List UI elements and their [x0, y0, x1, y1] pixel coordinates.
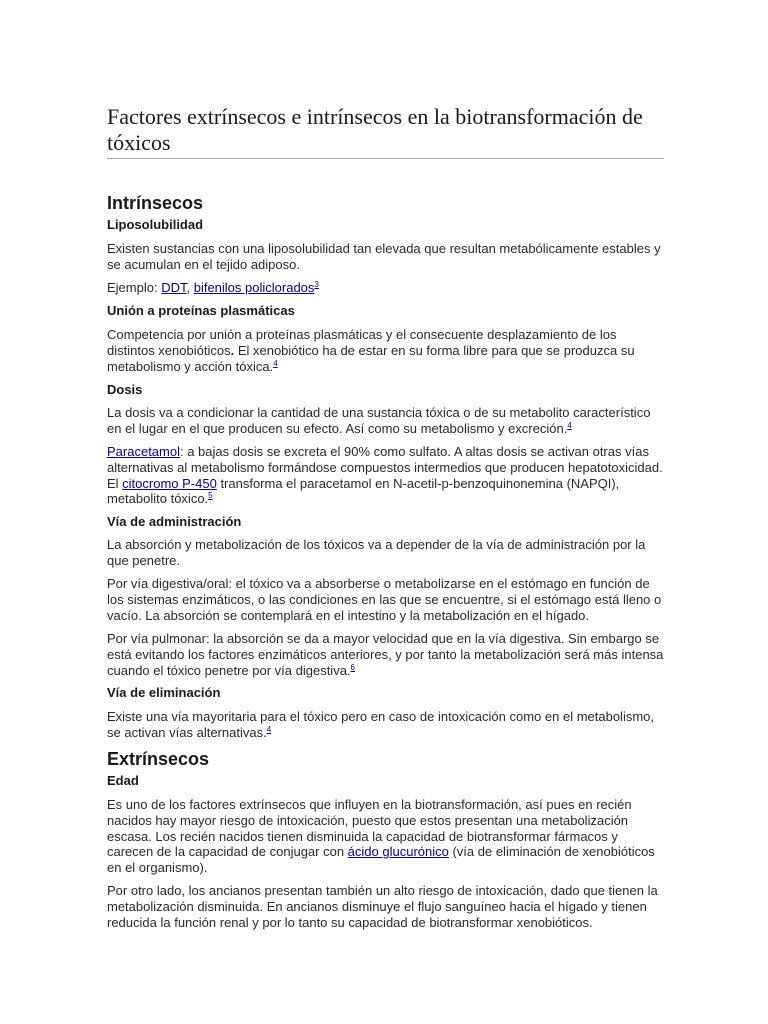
via-pulmonar-text: Por vía pulmonar: la absorción se da a mayor velocidad que en la vía digestiva. Sin embargo se está evitando los factores enzimáticos anteriores, y por tanto la metabolización será más intensa cuando el tóxico penetre por vía digestiva.	[107, 631, 664, 678]
paragraph-via-administracion: La absorción y metabolización de los tóxicos va a depender de la vía de administración por la que penetre.	[107, 537, 646, 568]
link-acido-glucuronico[interactable]: ácido glucurónico	[347, 844, 449, 860]
example-prefix: Ejemplo:	[107, 280, 162, 295]
reference-marker[interactable]: 4	[273, 358, 278, 368]
paracetamol-text-b: transforma el paracetamol en N-acetil-p-benzoquinonemina (NAPQI), metabolito tóxico.	[107, 475, 620, 507]
reference-marker[interactable]: 4	[266, 724, 272, 734]
subheading-edad: Edad	[107, 773, 139, 788]
reference-marker[interactable]: 4	[567, 420, 572, 430]
section-heading-extrinsecos: Extrínsecos	[107, 749, 210, 769]
subheading-via-administracion: Vía de administración	[107, 514, 242, 529]
page-title: Factores extrínsecos e intrínsecos en la biotransformación de tóxicos	[107, 104, 664, 159]
paragraph-via-pulmonar	[107, 631, 664, 678]
paragraph-ancianos: Por otro lado, los ancianos presentan también un alto riesgo de intoxicación, dado que tienen la metabolización disminuida. En ancianos disminuye el flujo sanguíneo hacia el hígado y tienen reducida la función renal y por lo tanto su capacidad de biotransformar xenobióticos.	[107, 883, 658, 930]
edad-text-a: Es uno de los factores extrínsecos que influyen en la biotransformación, así pues en recién nacidos hay mayor riesgo de intoxicación, puesto que estos presentan una metabolización escasa. Los recién nacidos tienen disminuida la capacidad de biotransformar fármacos y carecen de la capacidad de conjugar con	[107, 797, 632, 860]
paragraph-via-digestiva: Por vía digestiva/oral: el tóxico va a absorberse o metabolizarse en el estómago en función de los sistemas enzimáticos, o las condiciones en las que se encuentre, si el estómago está lleno o vacío. La absorción se contemplará en el intestino y la metabolización en el hígado.	[107, 576, 662, 623]
union-text-b: El xenobiótico ha de estar en su forma libre para que se produzca su metabolismo y acción tóxica.	[107, 342, 635, 374]
subheading-via-eliminacion: Vía de eliminación	[107, 685, 221, 700]
subheading-liposolubilidad: Liposolubilidad	[107, 217, 204, 232]
paragraph-paracetamol	[107, 444, 664, 507]
reference-marker[interactable]: 6	[350, 662, 355, 672]
subheading-dosis: Dosis	[107, 382, 143, 397]
paragraph-via-eliminacion	[107, 709, 664, 741]
reference-marker[interactable]: 3	[314, 280, 319, 289]
section-heading-intrinsecos: Intrínsecos	[107, 193, 204, 213]
paracetamol-text-a: : a bajas dosis se excreta el 90% como sulfato. A altas dosis se activan otras vías alternativas al metabolismo formándose compuestos intermedios que producen hepatotoxicidad. El	[107, 444, 663, 491]
paragraph-dosis	[107, 405, 664, 437]
link-citocromo-p450[interactable]: citocromo P-450	[122, 475, 217, 491]
edad-text-b: (vía de eliminación de xenobióticos en el organismo).	[107, 844, 655, 876]
via-eliminacion-text: Existe una vía mayoritaria para el tóxico pero en caso de intoxicación como en el metabolismo, se activan vías alternativas.	[107, 709, 655, 740]
reference-marker[interactable]: 5	[208, 491, 213, 501]
link-paracetamol[interactable]: Paracetamol	[107, 444, 180, 459]
paragraph-liposolubilidad: Existen sustancias con una liposolubilidad tan elevada que resultan metabólicamente estables y se acumulan en el tejido adiposo.	[107, 241, 661, 272]
link-bifenilos-policlorados[interactable]: bifenilos policlorados	[193, 280, 315, 295]
subheading-union-proteinas: Unión a proteínas plasmáticas	[107, 303, 295, 318]
dosis-text: La dosis va a condicionar la cantidad de una sustancia tóxica o de su metabolito característico en el lugar en el que producen su efecto. Así como su metabolismo y excreción.	[107, 405, 651, 436]
link-ddt[interactable]: DDT	[161, 280, 187, 295]
union-bold-dot: .	[230, 342, 235, 358]
document-page	[107, 104, 664, 930]
union-text-a: Competencia por unión a proteínas plasmáticas y el consecuente desplazamiento de los distintos xenobióticos	[107, 327, 617, 358]
paragraph-ejemplo	[107, 280, 664, 296]
comma-separator: ,	[186, 280, 194, 295]
paragraph-union-proteinas	[107, 327, 664, 374]
paragraph-edad	[107, 797, 664, 876]
